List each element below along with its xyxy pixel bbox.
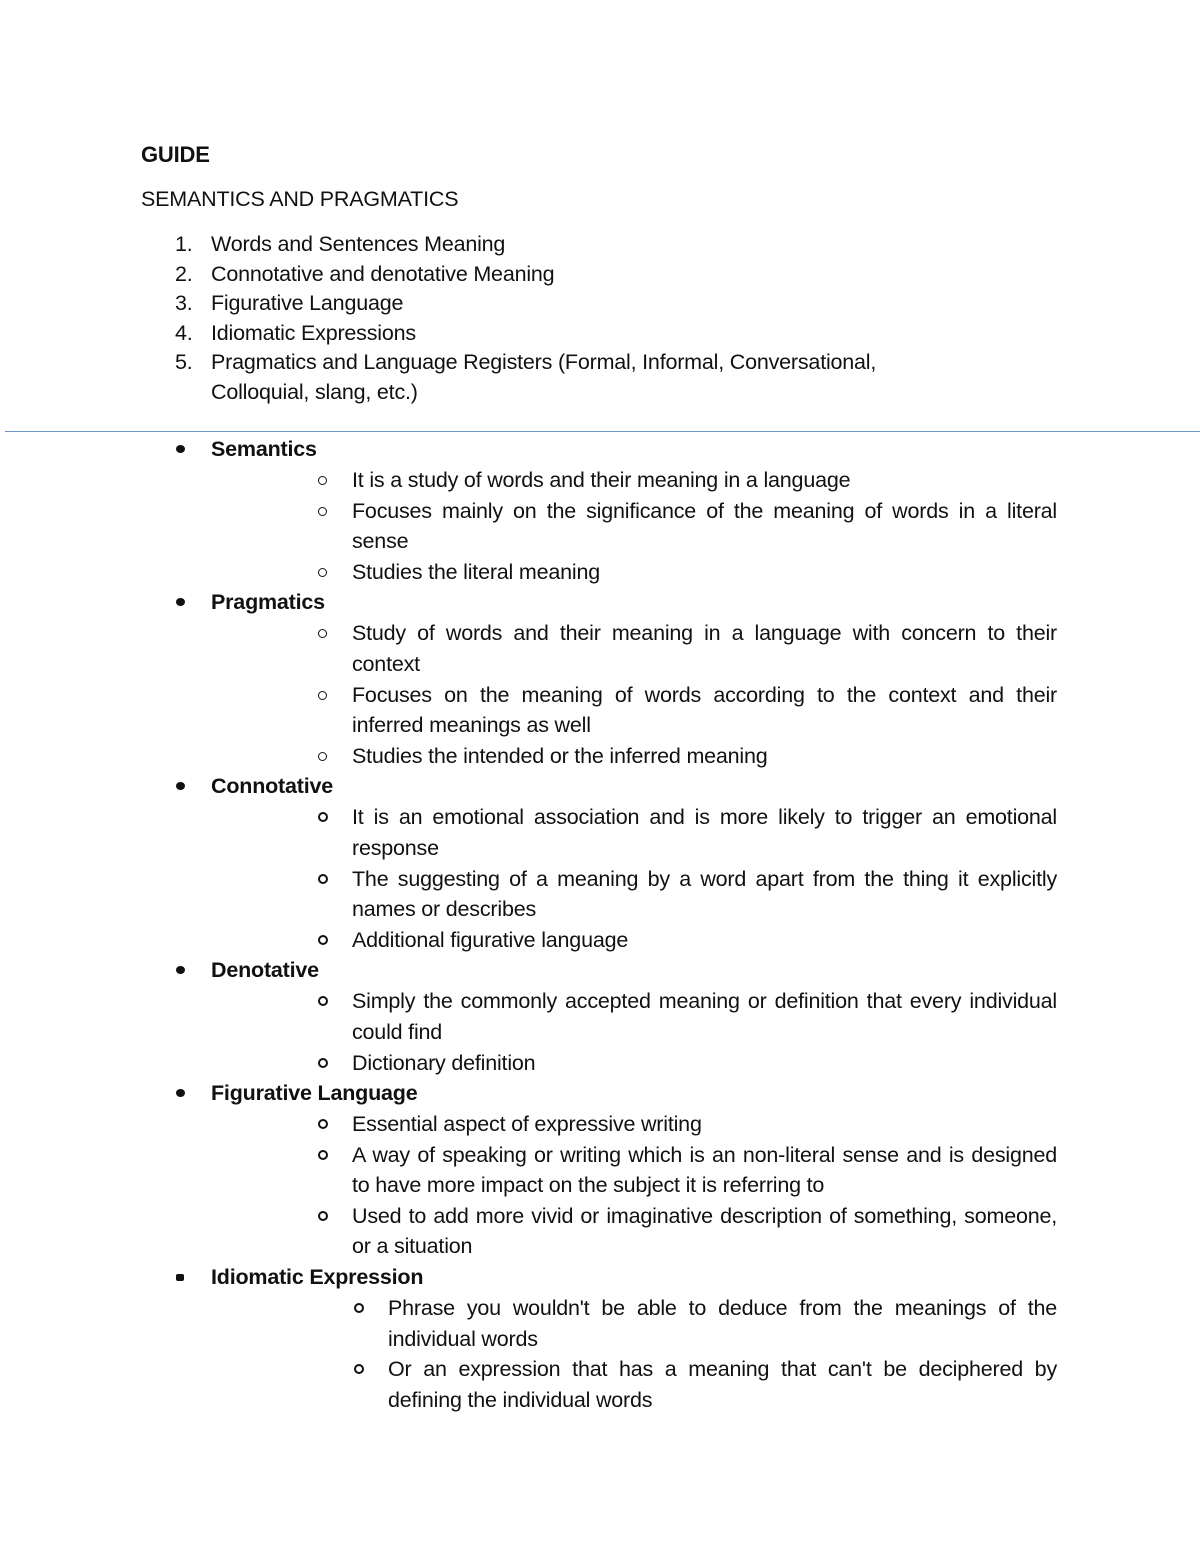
point-text: A way of speaking or writing which is an non-literal sense and is designed to have more impact on the subject it is referring to bbox=[352, 1142, 1057, 1198]
ring-bullet-icon bbox=[318, 568, 327, 577]
section-divider bbox=[5, 431, 1200, 432]
outline-number: 1. bbox=[175, 232, 193, 256]
section-points bbox=[0, 1109, 1200, 1262]
page-title: GUIDE bbox=[141, 142, 210, 167]
document-subtitle: SEMANTICS AND PRAGMATICS bbox=[141, 187, 459, 211]
ring-bullet-icon bbox=[318, 476, 327, 485]
point-text: It is a study of words and their meaning in a language bbox=[352, 468, 851, 492]
topic-outline bbox=[0, 230, 1200, 408]
filled-bullet-icon bbox=[176, 445, 185, 453]
section-heading-text: Figurative Language bbox=[211, 1081, 418, 1106]
section-heading bbox=[0, 587, 1200, 618]
ring-bullet-icon bbox=[318, 1119, 328, 1129]
list-item bbox=[0, 864, 1057, 925]
ring-bullet-icon bbox=[318, 874, 328, 884]
section-points bbox=[0, 1293, 1200, 1415]
list-item bbox=[0, 1109, 1057, 1140]
point-text: Additional figurative language bbox=[352, 927, 629, 952]
section-connotative bbox=[0, 771, 1200, 955]
list-item bbox=[0, 1201, 1057, 1262]
section-heading-text: Connotative bbox=[211, 774, 334, 799]
outline-item bbox=[0, 230, 971, 260]
ring-bullet-icon bbox=[354, 1364, 364, 1374]
outline-number: 2. bbox=[175, 261, 193, 286]
list-item bbox=[0, 557, 1057, 588]
ring-bullet-icon bbox=[318, 1150, 328, 1160]
section-heading bbox=[0, 434, 1200, 465]
list-item bbox=[0, 465, 1057, 496]
point-text: The suggesting of a meaning by a word apart from the thing it explicitly names or describes bbox=[352, 866, 1057, 922]
section-heading bbox=[0, 771, 1200, 802]
point-text: Phrase you wouldn't be able to deduce from the meanings of the individual words bbox=[388, 1296, 1057, 1351]
list-item bbox=[0, 496, 1057, 557]
section-points bbox=[0, 465, 1200, 587]
ring-bullet-icon bbox=[318, 1211, 328, 1221]
list-item bbox=[0, 1354, 1057, 1415]
point-text: Or an expression that has a meaning that can't be deciphered by defining the individual words bbox=[388, 1357, 1057, 1412]
ring-bullet-icon bbox=[318, 935, 328, 945]
section-pragmatics bbox=[0, 587, 1200, 771]
list-item bbox=[0, 680, 1057, 741]
section-denotative bbox=[0, 955, 1200, 1078]
section-heading-text: Idiomatic Expression bbox=[211, 1265, 424, 1290]
ring-bullet-icon bbox=[354, 1303, 364, 1313]
list-item bbox=[0, 741, 1057, 772]
section-heading-text: Semantics bbox=[211, 437, 317, 461]
section-points bbox=[0, 802, 1200, 955]
outline-number: 3. bbox=[175, 291, 193, 316]
section-figurative-language bbox=[0, 1078, 1200, 1262]
ring-bullet-icon bbox=[318, 812, 328, 822]
list-item bbox=[0, 925, 1057, 956]
ring-bullet-icon bbox=[318, 1058, 328, 1068]
ring-bullet-icon bbox=[318, 752, 327, 761]
list-item bbox=[0, 1048, 1057, 1079]
section-semantics bbox=[0, 434, 1200, 587]
point-text: Focuses mainly on the significance of the meaning of words in a literal sense bbox=[352, 498, 1057, 554]
filled-bullet-icon bbox=[176, 598, 185, 606]
point-text: Studies the intended or the inferred meaning bbox=[352, 743, 768, 768]
point-text: Studies the literal meaning bbox=[352, 559, 600, 584]
outline-text: Words and Sentences Meaning bbox=[211, 232, 506, 256]
point-text: Used to add more vivid or imaginative description of something, someone, or a situation bbox=[352, 1203, 1057, 1259]
section-heading-text: Denotative bbox=[211, 958, 319, 983]
list-item bbox=[0, 986, 1057, 1047]
point-text: It is an emotional association and is more likely to trigger an emotional response bbox=[352, 805, 1057, 860]
point-text: Study of words and their meaning in a language with concern to their context bbox=[352, 621, 1057, 676]
ring-bullet-icon bbox=[318, 691, 327, 700]
outline-number: 5. bbox=[175, 350, 193, 375]
point-text: Simply the commonly accepted meaning or definition that every individual could find bbox=[352, 989, 1057, 1044]
list-item bbox=[0, 618, 1057, 679]
section-heading bbox=[0, 1262, 1200, 1293]
point-text: Dictionary definition bbox=[352, 1050, 536, 1075]
list-item bbox=[0, 802, 1057, 863]
filled-bullet-icon bbox=[176, 782, 185, 790]
ring-bullet-icon bbox=[318, 629, 327, 638]
filled-bullet-icon bbox=[176, 1089, 185, 1097]
outline-item bbox=[0, 348, 971, 407]
outline-text: Figurative Language bbox=[211, 291, 404, 316]
outline-item bbox=[0, 260, 971, 290]
filled-bullet-icon bbox=[176, 966, 185, 974]
section-points bbox=[0, 618, 1200, 771]
list-item bbox=[0, 1293, 1057, 1354]
filled-bullet-icon bbox=[176, 1274, 184, 1281]
section-idiomatic-expression bbox=[0, 1262, 1200, 1415]
section-heading bbox=[0, 1078, 1200, 1109]
outline-text: Pragmatics and Language Registers (Formal, Informal, Conversational, Colloquial, slang, etc.) bbox=[211, 350, 877, 404]
outline-item bbox=[0, 289, 971, 319]
point-text: Focuses on the meaning of words according to the context and their inferred meanings as well bbox=[352, 682, 1057, 738]
outline-text: Connotative and denotative Meaning bbox=[211, 261, 555, 286]
outline-item bbox=[0, 319, 971, 349]
outline-text: Idiomatic Expressions bbox=[211, 320, 416, 345]
point-text: Essential aspect of expressive writing bbox=[352, 1112, 702, 1137]
definition-sections bbox=[0, 434, 1200, 1415]
ring-bullet-icon bbox=[318, 507, 327, 516]
section-heading-text: Pragmatics bbox=[211, 590, 325, 615]
section-heading bbox=[0, 955, 1200, 986]
section-points bbox=[0, 986, 1200, 1078]
list-item bbox=[0, 1140, 1057, 1201]
ring-bullet-icon bbox=[318, 996, 328, 1006]
outline-number: 4. bbox=[175, 320, 193, 345]
